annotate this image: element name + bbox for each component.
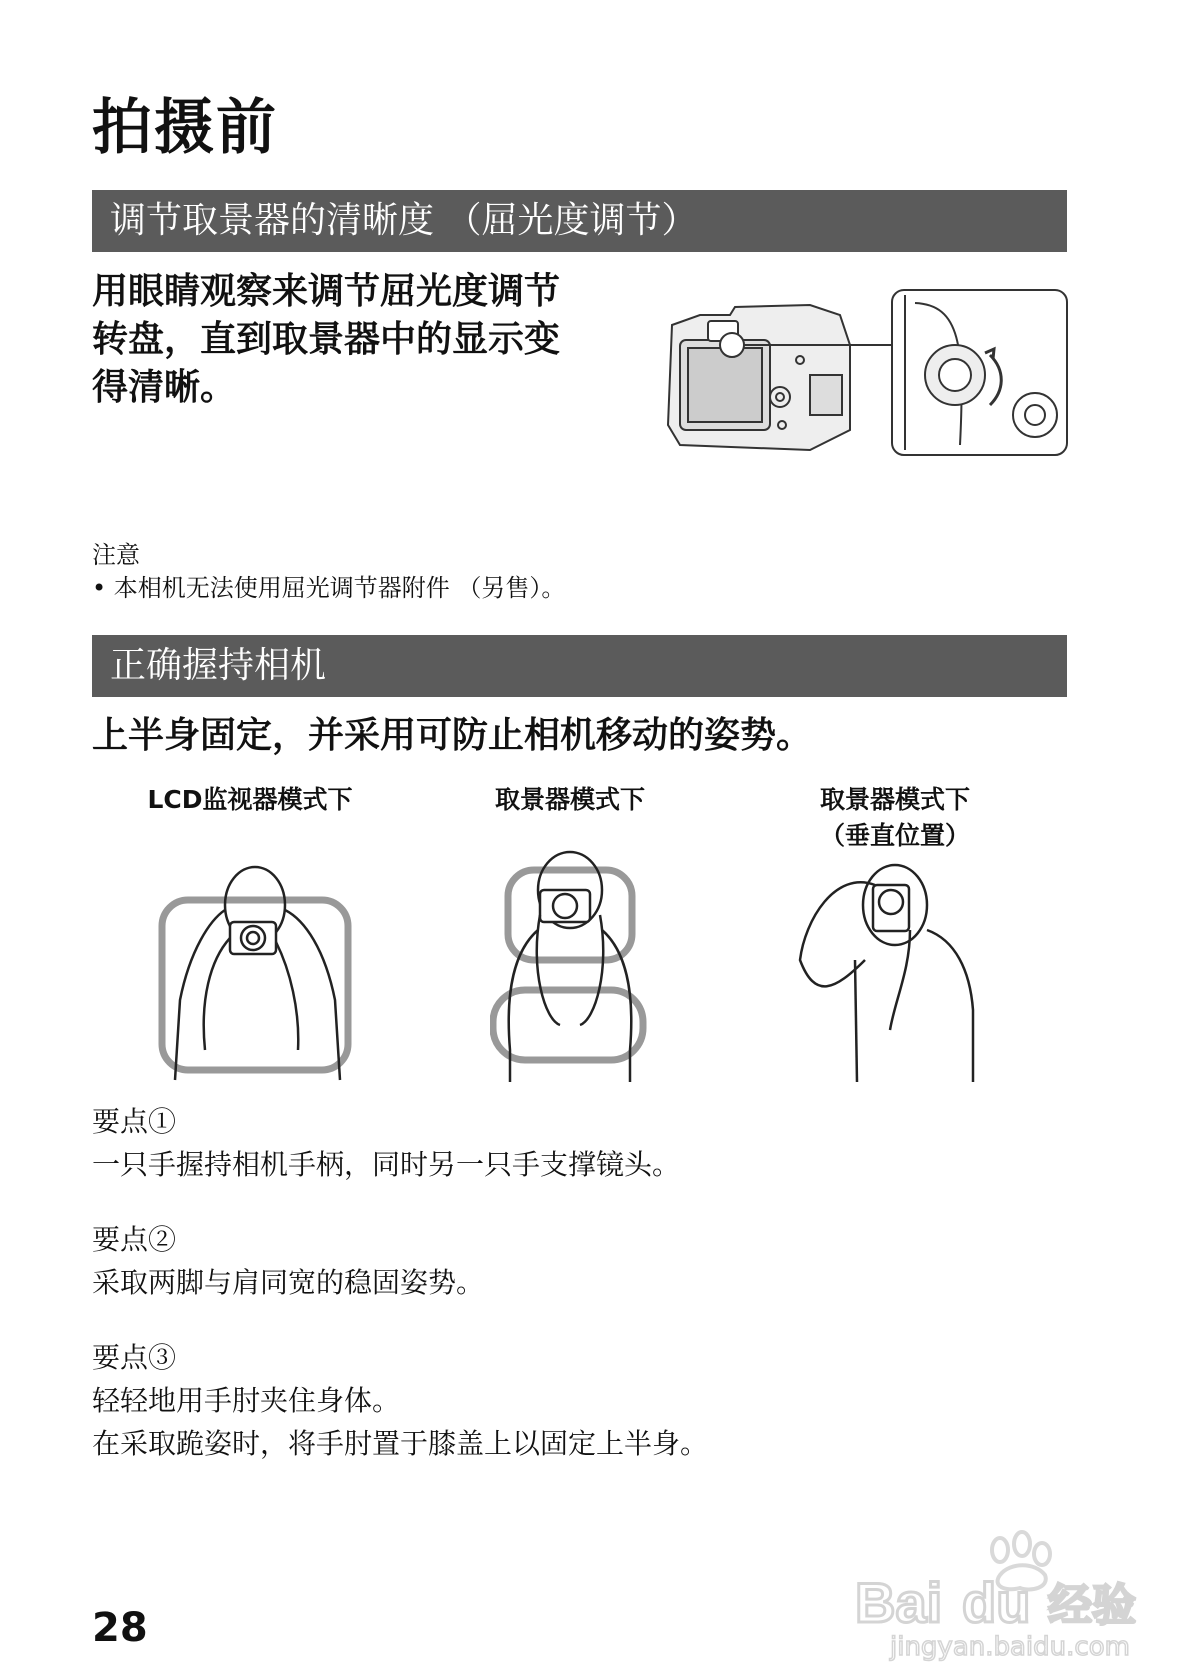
section-heading-diopter: 调节取景器的清晰度 （屈光度调节） (92, 190, 1067, 252)
point-1-title: 要点① (92, 1105, 177, 1138)
note-text: • 本相机无法使用屈光调节器附件 （另售）。 (92, 574, 566, 602)
svg-text:Bai: Bai (855, 1571, 943, 1634)
caption-viewfinder-vertical (755, 780, 1035, 852)
svg-text:du: du (962, 1571, 1031, 1634)
caption-line: LCD监视器模式下 (147, 785, 353, 814)
caption-lcd-mode (110, 780, 390, 816)
note-title: 注意 (92, 541, 140, 569)
point-3-title: 要点③ (92, 1341, 177, 1374)
point-2-text: 采取两脚与肩同宽的稳固姿势。 (92, 1266, 485, 1299)
point-1-text: 一只手握持相机手柄，同时另一只手支撑镜头。 (92, 1148, 681, 1181)
point-3-text-line2: 在采取跪姿时，将手肘置于膝盖上以固定上半身。 (92, 1427, 709, 1460)
caption-line: （垂直位置） (819, 821, 970, 850)
instruction-line: 得清晰。 (92, 367, 237, 408)
page-number: 28 (92, 1605, 148, 1651)
instruction-line: 转盘，直到取景器中的显示变 (92, 319, 561, 360)
caption-line: 取景器模式下 (494, 785, 645, 814)
point-3-text-line1: 轻轻地用手肘夹住身体。 (92, 1384, 401, 1417)
camera-back-illustration (660, 285, 1070, 465)
figure-viewfinder-vertical (795, 850, 985, 1085)
svg-text:jingyan.baidu.com: jingyan.baidu.com (890, 1632, 1130, 1662)
caption-viewfinder-mode (430, 780, 710, 816)
point-2-title: 要点② (92, 1223, 177, 1256)
page-title: 拍摄前 (92, 93, 278, 163)
section-heading-hold-camera: 正确握持相机 (92, 635, 1067, 697)
diopter-instructions (92, 268, 560, 412)
instruction-line: 用眼睛观察来调节屈光度调节 (92, 271, 561, 312)
svg-text:经验: 经验 (1048, 1580, 1136, 1631)
hold-camera-lead: 上半身固定，并采用可防止相机移动的姿势。 (92, 715, 813, 756)
figure-lcd-mode (150, 850, 370, 1085)
figure-viewfinder-mode (490, 850, 660, 1085)
baidu-watermark-logo (850, 1520, 1180, 1670)
caption-line: 取景器模式下 (819, 785, 970, 814)
